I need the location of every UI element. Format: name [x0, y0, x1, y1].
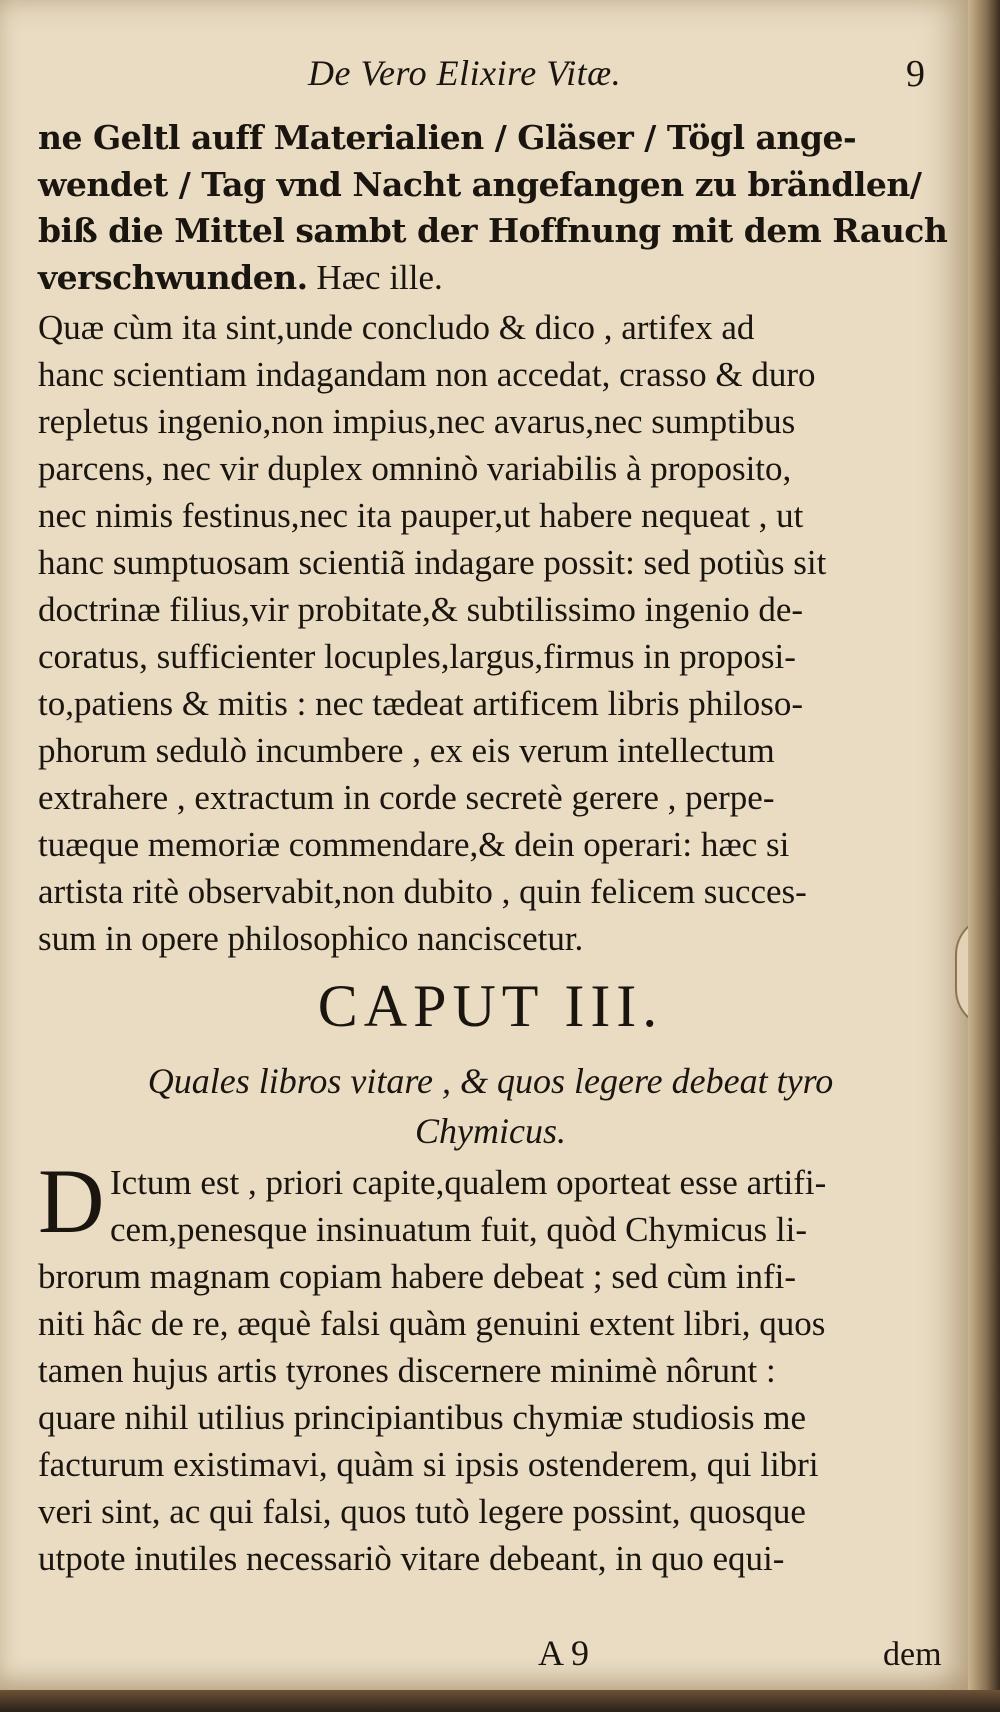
text-line: to,patiens & mitis : nec tædeat artificem libris philoso- — [38, 684, 803, 723]
page-header — [38, 52, 943, 102]
chapter-subtitle: Quales libros vitare , & quos legere debeat tyro — [147, 1061, 834, 1101]
text-line: cem,penesque insinuatum fuit, quòd Chymicus li- — [110, 1210, 807, 1249]
text-line: brorum magnam copiam habere debeat ; sed cùm infi- — [38, 1257, 797, 1296]
text-line: tamen hujus artis tyrones discernere minimè nôrunt : — [38, 1351, 776, 1390]
text-line: coratus, sufficienter locuples,largus,firmus in proposi- — [38, 637, 796, 676]
text-line: facturum existimavi, quàm si ipsis ostenderem, qui libri — [38, 1445, 819, 1484]
text-line: biß die Mittel sambt der Hoffnung mit dem Rauch — [38, 211, 948, 250]
text-fragment: Hæc ille. — [316, 258, 443, 297]
signature-mark: A 9 — [538, 1633, 590, 1673]
text-line: extrahere , extractum in corde secretè gerere , perpe- — [38, 778, 775, 817]
book-fore-edge — [968, 0, 1000, 1712]
text-line: ne Geltl auff Materialien / Gläser / Tögl ange- — [38, 118, 857, 157]
text-line: wendet / Tag vnd Nacht angefangen zu brändlen/ — [38, 165, 922, 204]
text-line: phorum sedulò incumbere , ex eis verum intellectum — [38, 731, 775, 770]
text-line: sum in opere philosophico nanciscetur. — [38, 919, 584, 958]
text-line: doctrinæ filius,vir probitate,& subtilissimo ingenio de- — [38, 590, 804, 629]
text-line: Ictum est , priori capite,qualem oporteat esse artifi- — [110, 1163, 827, 1202]
page-number: 9 — [906, 53, 925, 95]
text-line: utpote inutiles necessariò vitare debeant, in quo equi- — [38, 1539, 785, 1578]
text-line: nec nimis festinus,nec ita pauper,ut habere nequeat , ut — [38, 496, 804, 535]
running-title: De Vero Elixire Vitæ. — [308, 53, 622, 93]
catchword: dem — [883, 1636, 942, 1673]
text-line: veri sint, ac qui falsi, quos tutò legere possint, quosque — [38, 1492, 806, 1531]
text-line: tuæque memoriæ commendare,& dein operari: hæc si — [38, 825, 790, 864]
text-line: repletus ingenio,non impius,nec avarus,nec sumptibus — [38, 402, 796, 441]
text-fragment: verschwunden. — [38, 258, 308, 297]
text-line: niti hâc de re, æquè falsi quàm genuini extent libri, quos — [38, 1304, 826, 1343]
text-line: Quæ cùm ita sint,unde concludo & dico , artifex ad — [38, 308, 755, 347]
text-line: hanc scientiam indagandam non accedat, crasso & duro — [38, 355, 816, 394]
chapter-heading: CAPUT III. — [317, 973, 664, 1039]
text-line: artista ritè observabit,non dubito , quin felicem succes- — [38, 872, 807, 911]
book-bottom-edge — [0, 1690, 1000, 1712]
text-line-mixed — [38, 258, 938, 298]
text-line: quare nihil utilius principiantibus chymiæ studiosis me — [38, 1398, 807, 1437]
text-line: hanc sumptuosam scientiã indagare possit: sed potiùs sit — [38, 543, 827, 582]
chapter-subtitle-continuation: Chymicus. — [415, 1111, 566, 1151]
text-line: parcens, nec vir duplex omninò variabilis à proposito, — [38, 449, 792, 488]
drop-cap: D — [38, 1150, 105, 1252]
